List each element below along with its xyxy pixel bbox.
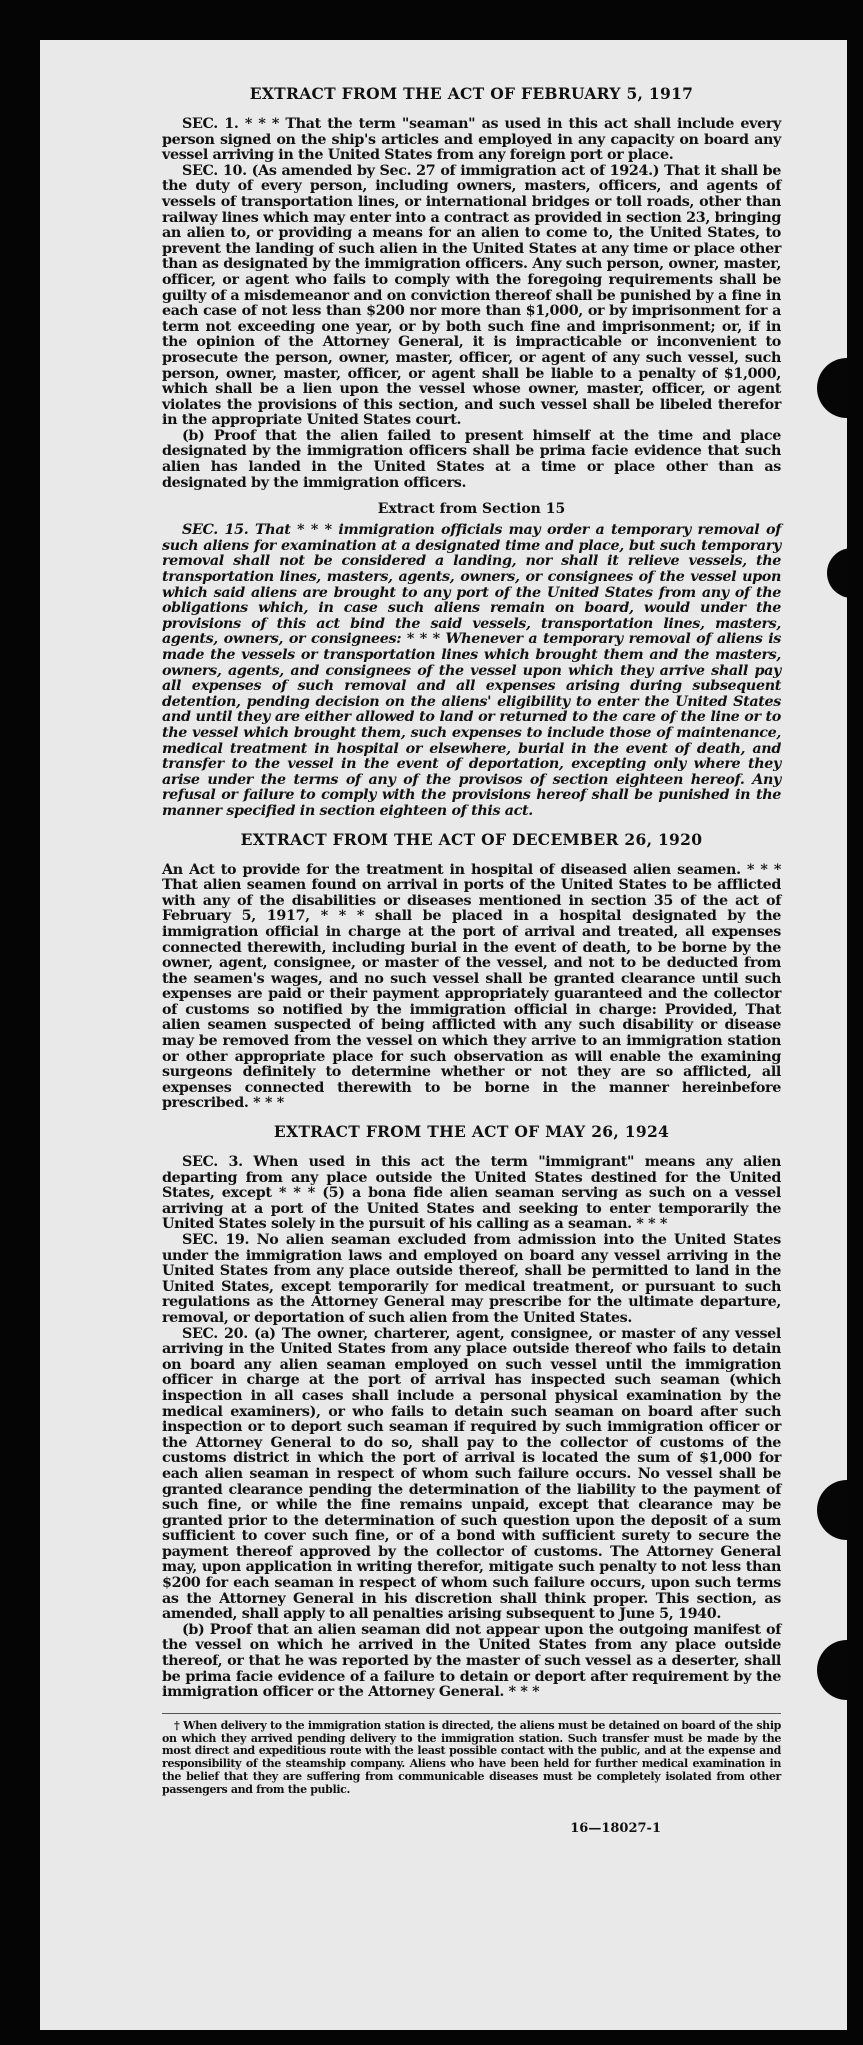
section-20-text: SEC. 20. (a) The owner, charterer, agent, consignee, or master of any vessel arriving in the United States from any place outside thereof who fails to detain on board any alien seaman employed on such vessel until the immigration officer in charge at the port of arrival has inspected such seaman (which inspection in all cases shall include a personal physical examination by the medical examiners), or who fails to detain such seaman on board after such inspection or to deport such seaman if required by such immigration officer or the Attorney General to do so, shall pay to the collector of customs of the customs district in which the port of arrival is located the sum of $1,000 for each alien seaman in respect of whom such failure occurs. No vessel shall be granted clearance pending the determination of the liability to the payment of such fine, or while the fine remains unpaid, except that clearance may be granted prior to the determination of such question upon the deposit of a sum sufficient to cover such fine, or of a bond with sufficient surety to secure the payment thereof approved by the collector of customs. The Attorney General may, upon application in writing therefor, mitigate such penalty to not less than $200 for each seaman in respect of whom such failure occurs, upon such terms as the Attorney General in his discretion shall think proper. This section, as amended, shall apply to all penalties arising subsequent to June 5, 1940. [162, 1325, 781, 1623]
section-1-text: SEC. 1. * * * That the term "seaman" as used in this act shall include every person signed on the ship's articles and employed in any capacity on board any vessel arriving in the United States from any foreign port or place. [162, 116, 781, 164]
section-20b-text: (b) Proof that an alien seaman did not appear upon the outgoing manifest of the vessel on which he arrived in the United States from any place outside thereof, or that he was reported by the master of such vessel as a deserter, shall be prima facie evidence of a failure to detain or deport after requirement by the immigration officer or the Attorney General. * * * [162, 1621, 781, 1701]
act-1924-block [162, 1155, 781, 1701]
binding-hole [817, 358, 847, 418]
form-number: 16—18027-1 [570, 1820, 661, 1836]
act-1920-block [162, 863, 781, 1113]
footnote-text: † When delivery to the immigration station is directed, the aliens must be detained on board of the ship on which they arrived pending delivery to the immigration station. Such transfer must be made by the most direct and expeditious route with the least possible contact with the public, and at the expense and responsibility of the steamship company. Aliens who have been held for further medical examination in the belief that they are suffering from communicable diseases must be completely isolated from other passengers and from the public. [162, 1718, 781, 1796]
binding-hole [827, 548, 847, 598]
section-10b-text: (b) Proof that the alien failed to present himself at the time and place designated by the immigration officers shall be prima facie evidence that such alien has landed in the United States at a time or place other than as designated by the immigration officers. [162, 427, 781, 491]
act-1920-title: EXTRACT FROM THE ACT OF DECEMBER 26, 1920 [240, 829, 703, 849]
act-1920-text: An Act to provide for the treatment in hospital of diseased alien seamen. * * * That alien seamen found on arrival in ports of the United States to be afflicted with any of the disabilities or diseases mentioned in section 35 of the act of February 5, 1917, * * * shall be placed in a hospital designated by the immigration official in charge at the port of arrival and treated, all expenses connected therewith, including burial in the event of death, to be borne by the owner, agent, consignee, or master of the vessel, and not to be deducted from the seamen's wages, and no such vessel shall be granted clearance until such expenses are paid or their payment appropriately guaranteed and the collector of customs so notified by the immigration official in charge: Provided, That alien seamen suspected of being afflicted with any such disability or disease may be removed from the vessel on which they arrive to an immigration station or other appropriate place for such observation as will enable the examining surgeons definitely to determine whether or not they are so afflicted, all expenses connected therewith to be borne in the manner hereinbefore prescribed. * * * [162, 861, 781, 1112]
section-15-block [162, 523, 781, 819]
section-15-heading: Extract from Section 15 [377, 501, 566, 518]
footnote [162, 1713, 781, 1797]
header-title: EXTRACT FROM THE ACT OF FEBRUARY 5, 1917 [249, 84, 694, 103]
section-10-text: SEC. 10. (As amended by Sec. 27 of immigration act of 1924.) That it shall be the duty of every person, including owners, masters, officers, and agents of vessels of transportation lines, or international bridges or toll roads, other than railway lines which may enter into a contract as provided in section 23, bringing an alien to, or providing a means for an alien to come to, the United States, to prevent the landing of such alien in the United States at any time or place other than as designated by the immigration officers. Any such person, owner, master, officer, or agent who fails to comply with the foregoing requirements shall be guilty of a misdemeanor and on conviction thereof shall be punished by a fine in each case of not less than $200 nor more than $1,000, or by imprisonment for a term not exceeding one year, or by both such fine and imprisonment; or, if in the opinion of the Attorney General, it is impracticable or inconvenient to prosecute the person, owner, master, officer, or agent of any such vessel, such person, owner, master, officer, or agent shall be liable to a penalty of $1,000, which shall be a lien upon the vessel whose owner, master, officer, or agent violates the provisions of this section, and such vessel shall be libeled therefor in the appropriate United States court. [162, 162, 781, 429]
section-19-text: SEC. 19. No alien seaman excluded from admission into the United States under the immigration laws and employed on board any vessel arriving in the United States from any place outside thereof, shall be permitted to land in the United States, except temporarily for medical treatment, or pursuant to such regulations as the Attorney General may prescribe for the ultimate departure, removal, or deportation of such alien from the United States. [162, 1232, 781, 1326]
binding-hole [817, 1480, 847, 1540]
act-1924-title: EXTRACT FROM THE ACT OF MAY 26, 1924 [273, 1122, 670, 1142]
binding-hole [817, 1640, 847, 1700]
section-3-text: SEC. 3. When used in this act the term "immigrant" means any alien departing from any place outside the United States destined for the United States, except * * * (5) a bona fide alien seaman serving as such on a vessel arriving at a port of the United States and seeking to enter temporarily the United States solely in the pursuit of his calling as a seaman. * * * [162, 1154, 781, 1233]
document-page [40, 40, 847, 2030]
section-15-text: SEC. 15. That * * * immigration officials may order a temporary removal of such aliens for examination at a designated time and place, but such temporary removal shall not be considered a landing, nor shall it relieve vessels, the transportation lines, masters, agents, owners, or consignees of the vessel upon which said aliens are brought to any port of the United States from any of the obligations which, in case such aliens remain on board, would under the provisions of this act bind the said vessels, transportation lines, masters, agents, owners, or consignees: * * * Whenever a temporary removal of aliens is made the vessels or transportation lines which brought them and the masters, owners, agents, and consignees of the vessel upon which they arrive shall pay all expenses of such removal and all expenses arising during subsequent detention, pending decision on the aliens' eligibility to enter the United States and until they are either allowed to land or returned to the care of the line or to the vessel which brought them, such expenses to include those of maintenance, medical treatment in hospital or elsewhere, burial in the event of death, and transfer to the vessel in the event of deportation, excepting only where they arise under the terms of any of the provisos of section eighteen hereof. Any refusal or failure to comply with the provisions hereof shall be punished in the manner specified in section eighteen of this act. [162, 522, 781, 819]
act-1917-section [162, 117, 781, 491]
